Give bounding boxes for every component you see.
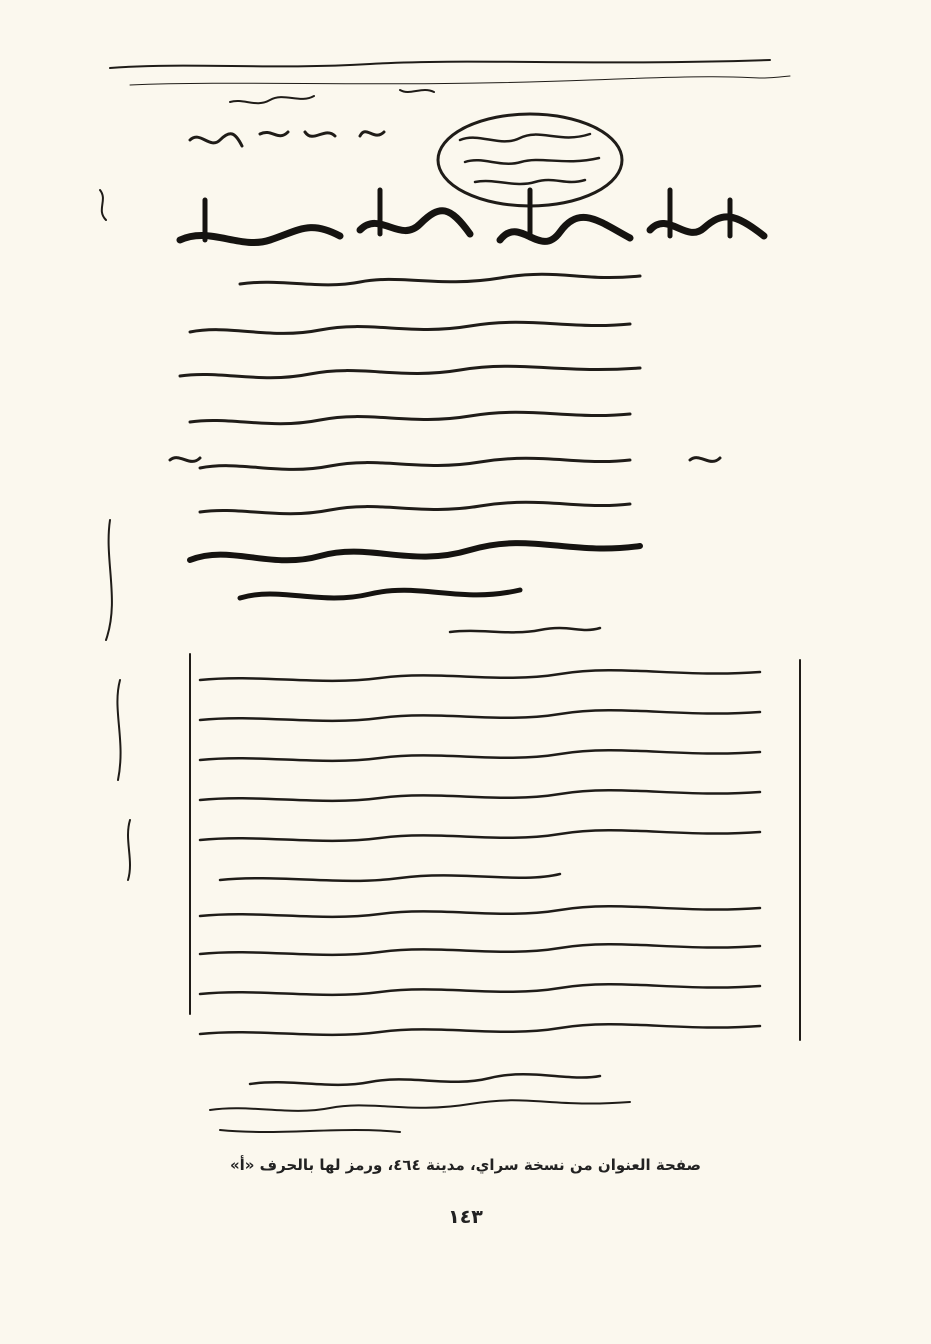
figure-caption: صفحة العنوان من نسخة سراي، مدينة ٤٦٤، ورمز لها بالحرف «أ» bbox=[229, 1156, 702, 1174]
manuscript-title bbox=[180, 190, 764, 243]
page-number: ١٤٣ bbox=[448, 1206, 483, 1228]
manuscript-scan bbox=[70, 40, 860, 1160]
manuscript-body-lines bbox=[180, 274, 640, 632]
audition-certificate bbox=[190, 654, 800, 1132]
